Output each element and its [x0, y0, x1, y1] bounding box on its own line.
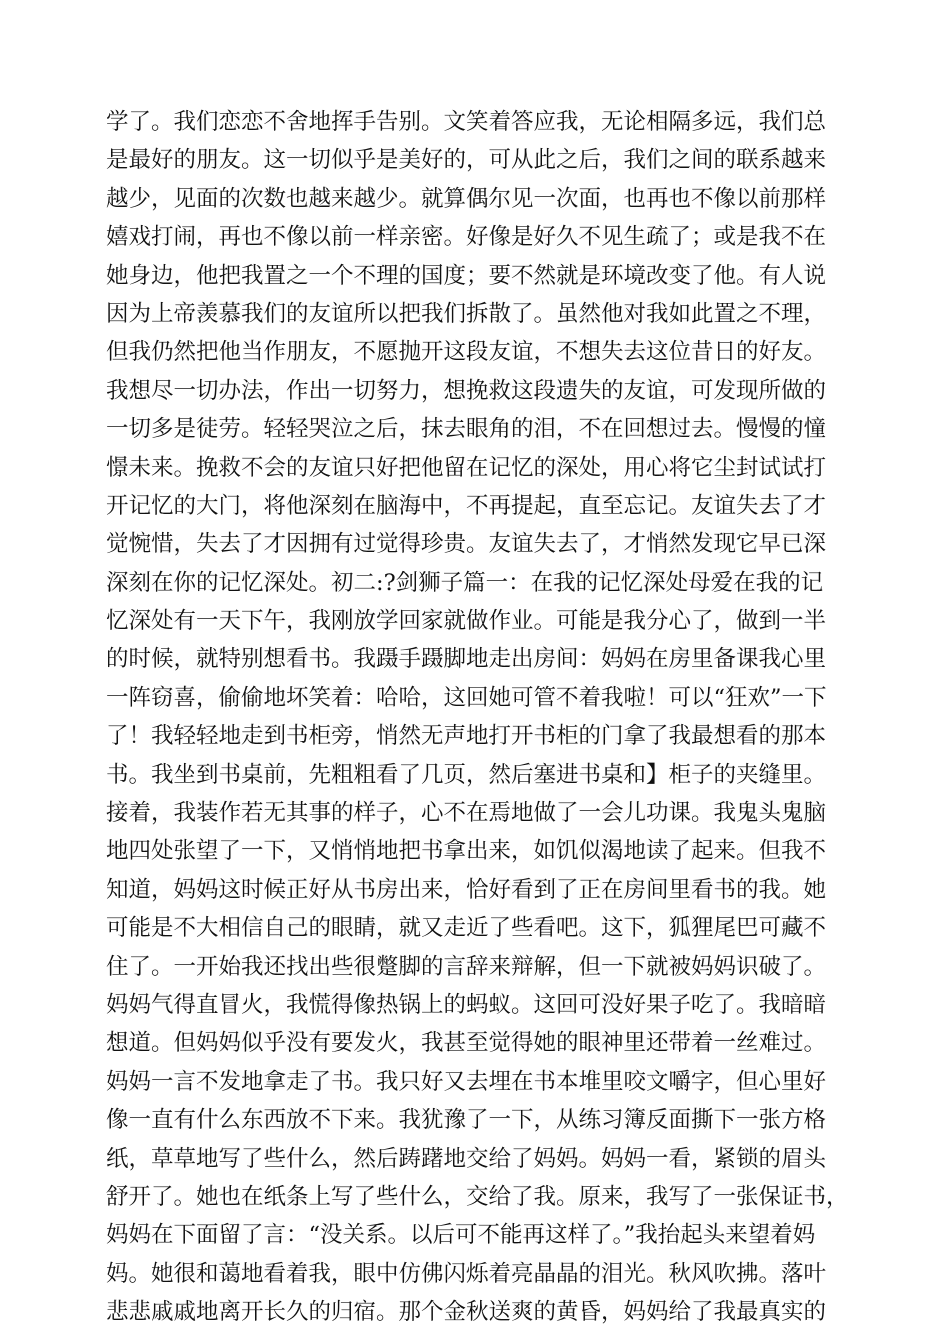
text-line: 可能是不大相信自己的眼睛，就又走近了些看吧。这下，狐狸尾巴可藏不 [106, 915, 827, 942]
text-line: 妈妈气得直冒火，我慌得像热锅上的蚂蚁。这回可没好果子吃了。我暗暗 [106, 991, 827, 1018]
text-line: 想道。但妈妈似乎没有要发火，我甚至觉得她的眼神里还带着一丝难过。 [106, 1030, 827, 1057]
text-line: 憬未来。挽救不会的友谊只好把他留在记忆的深处，用心将它尘封试试打 [106, 454, 827, 481]
text-line: 悲悲戚戚地离开长久的归宿。那个金秋送爽的黄昏，妈妈给了我最真实的 [106, 1299, 827, 1326]
text-line: 越少，见面的次数也越来越少。就算偶尔见一次面，也再也不像以前那样 [106, 185, 827, 212]
text-line: 知道，妈妈这时候正好从书房出来，恰好看到了正在房间里看书的我。她 [106, 876, 827, 903]
text-line: 妈妈一言不发地拿走了书。我只好又去埋在书本堆里咬文嚼字，但心里好 [106, 1068, 827, 1095]
text-line: 我想尽一切办法，作出一切努力，想挽救这段遗失的友谊，可发现所做的 [106, 377, 827, 404]
text-line: 接着，我装作若无其事的样子，心不在焉地做了一会儿功课。我鬼头鬼脑 [106, 800, 827, 827]
text-line: 学了。我们恋恋不舍地挥手告别。文笑着答应我，无论相隔多远，我们总 [106, 109, 827, 135]
text-line: 觉惋惜，失去了才因拥有过觉得珍贵。友谊失去了，才悄然发现它早已深 [106, 531, 827, 558]
text-line: 地四处张望了一下，又悄悄地把书拿出来，如饥似渴地读了起来。但我不 [106, 838, 827, 865]
text-line: 是最好的朋友。这一切似乎是美好的，可从此之后，我们之间的联系越来 [106, 147, 827, 174]
text-line: 舒开了。她也在纸条上写了些什么，交给了我。原来，我写了一张保证书， [106, 1183, 849, 1210]
text-line: 一切多是徒劳。轻轻哭泣之后，抹去眼角的泪，不在回想过去。慢慢的憧 [106, 416, 827, 443]
text-line: 她身边，他把我置之一个不理的国度；要不然就是环境改变了他。有人说 [106, 262, 827, 289]
body-text [106, 103, 866, 1332]
text-line: 因为上帝羡慕我们的友谊所以把我们拆散了。虽然他对我如此置之不理， [106, 300, 827, 327]
text-line: 纸，草草地写了些什么，然后踌躇地交给了妈妈。妈妈一看，紧锁的眉头 [106, 1145, 827, 1172]
text-line: 住了。一开始我还找出些很蹩脚的言辞来辩解，但一下就被妈妈识破了。 [106, 953, 827, 980]
text-line: 深刻在你的记忆深处。初二:?剑狮子篇一：在我的记忆深处母爱在我的记 [106, 569, 824, 596]
text-line: 了！我轻轻地走到书柜旁，悄然无声地打开书柜的门拿了我最想看的那本 [106, 723, 827, 750]
text-line: 书。我坐到书桌前，先粗粗看了几页，然后塞进书桌和】柜子的夹缝里。 [106, 761, 827, 788]
text-line: 忆深处有一天下午，我刚放学回家就做作业。可能是我分心了，做到一半 [106, 608, 827, 635]
text-line: 妈妈在下面留了言：“没关系。以后可不能再这样了。”我抬起头来望着妈 [106, 1222, 816, 1249]
text-line: 妈。她很和蔼地看着我，眼中仿佛闪烁着亮晶晶的泪光。秋风吹拂。落叶 [106, 1260, 827, 1287]
text-line: 但我仍然把他当作朋友，不愿抛开这段友谊，不想失去这位昔日的好友。 [106, 339, 827, 366]
text-line: 一阵窃喜，偷偷地坏笑着：哈哈，这回她可管不着我啦！可以“狂欢”一下 [106, 684, 827, 711]
text-line: 开记忆的大门，将他深刻在脑海中，不再提起，直至忘记。友谊失去了才 [106, 492, 827, 519]
text-line: 嬉戏打闹，再也不像以前一样亲密。好像是好久不见生疏了；或是我不在 [106, 224, 827, 251]
text-line: 的时候，就特别想看书。我蹑手蹑脚地走出房间：妈妈在房里备课我心里 [106, 646, 827, 673]
text-line: 像一直有什么东西放不下来。我犹豫了一下，从练习簿反面撕下一张方格 [106, 1107, 827, 1134]
